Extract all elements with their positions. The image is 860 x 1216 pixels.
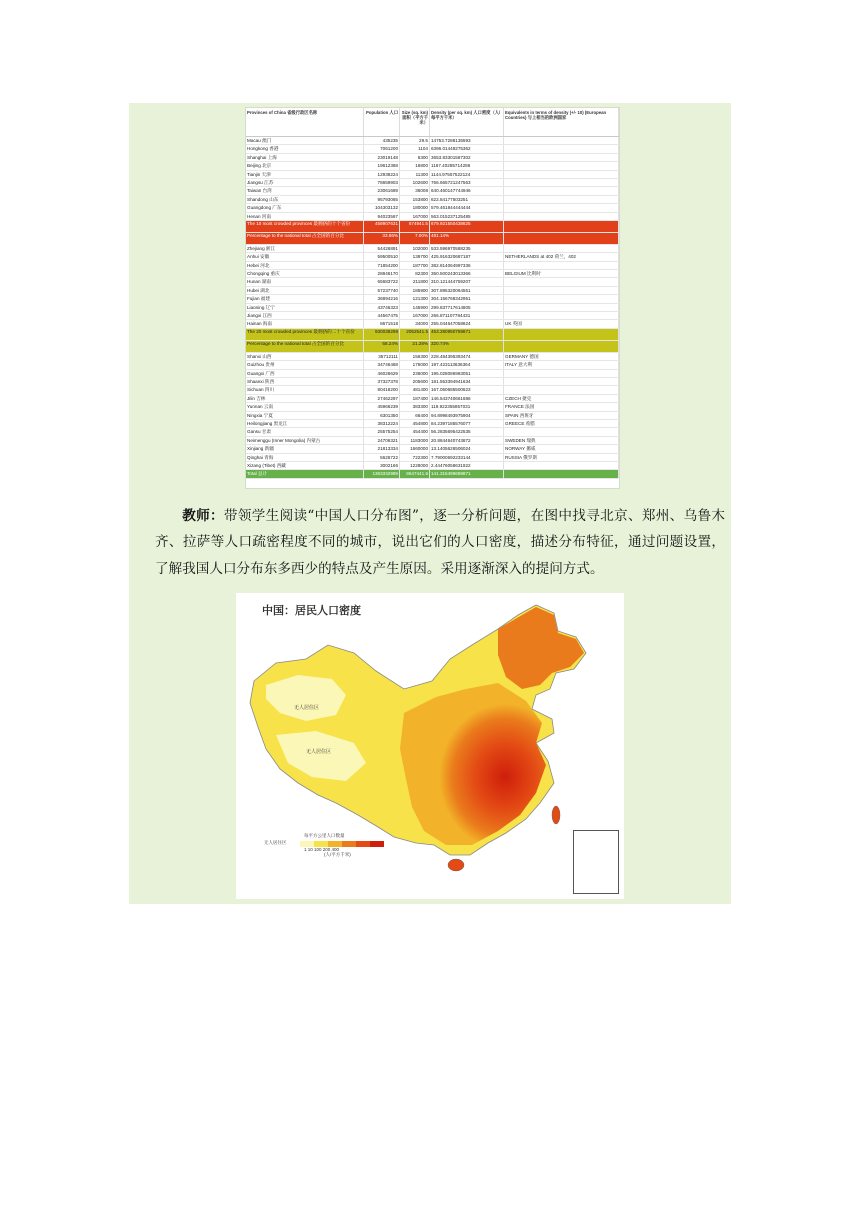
cell-equivalent [504, 428, 619, 435]
cell-density: 181.553394941634 [430, 378, 504, 385]
cell-equivalent [504, 278, 619, 285]
cell-population: 458907631 [364, 221, 400, 232]
cell-population: 36894216 [364, 295, 400, 302]
cell-population: 7061200 [364, 145, 400, 152]
cell-size: 187700 [400, 262, 430, 269]
cell-size: 1660000 [400, 445, 430, 452]
cell-density: 146.543740661686 [430, 395, 504, 402]
cell-population: 71854200 [364, 262, 400, 269]
header-province: Provinces of China 省级行政区名称 [246, 108, 364, 136]
cell-density: 2.44476058631922 [430, 462, 504, 469]
cell-province: Tianjin 天津 [246, 171, 364, 178]
table-row [246, 262, 619, 270]
cell-equivalent [504, 370, 619, 377]
table-row [246, 420, 619, 428]
cell-population: 5626722 [364, 454, 400, 461]
cell-size: 7.00% [400, 233, 430, 244]
cell-size: 102600 [400, 179, 430, 186]
cell-density: 382.814064997336 [430, 262, 504, 269]
cell-population: 930038298 [364, 329, 400, 340]
cell-equivalent: SWEDEN 瑞典 [504, 437, 619, 444]
cell-size: 36008 [400, 187, 430, 194]
table-header [246, 108, 619, 137]
cell-equivalent [504, 287, 619, 294]
cell-size: 180000 [400, 204, 430, 211]
cell-size: 211800 [400, 278, 430, 285]
cell-province: Yunnan 云南 [246, 403, 364, 410]
cell-province: Jiangxi 江西 [246, 312, 364, 319]
table-row [246, 295, 619, 303]
cell-equivalent [504, 470, 619, 477]
cell-size: 2052541.5 [400, 329, 430, 340]
cell-size: 722300 [400, 454, 430, 461]
teacher-paragraph [155, 503, 725, 583]
cell-size: 187400 [400, 395, 430, 402]
table-row [246, 428, 619, 436]
cell-province: The 10 most crowded provinces 最拥挤的十个省份 [246, 221, 364, 232]
cell-size: 674941.5 [400, 221, 430, 232]
cell-equivalent: RUSSIA 俄罗斯 [504, 454, 619, 461]
cell-equivalent: GREECE 希腊 [504, 420, 619, 427]
cell-size: 153800 [400, 196, 430, 203]
cell-size: 236000 [400, 370, 430, 377]
table-row [246, 145, 619, 153]
legend-swatch [342, 841, 356, 847]
table-row [246, 341, 619, 353]
hainan-island [448, 859, 464, 871]
cell-size: 167000 [400, 312, 430, 319]
label-uninhabited-2: 无人居住区 [306, 749, 332, 755]
cell-density: 563.015237125485 [430, 213, 504, 220]
cell-population: 35712111 [364, 353, 400, 360]
cell-equivalent [504, 378, 619, 385]
cell-population: 57237740 [364, 287, 400, 294]
cell-density: 320.74% [430, 341, 504, 352]
cell-density: 679.921550438625 [430, 221, 504, 232]
cell-equivalent [504, 204, 619, 211]
cell-size: 454400 [400, 428, 430, 435]
cell-equivalent [504, 187, 619, 194]
cell-equivalent [504, 329, 619, 340]
cell-population: 6301350 [364, 412, 400, 419]
label-uninhabited-1: 无人居住区 [294, 705, 320, 711]
table-row [246, 179, 619, 187]
cell-province: Total 总计 [246, 470, 364, 477]
table-row [246, 187, 619, 195]
cell-population: 8671518 [364, 320, 400, 327]
cell-province: Hainan 海南 [246, 320, 364, 327]
china-population-density-map [236, 593, 624, 899]
table-row [246, 196, 619, 204]
cell-density: 310.121444759207 [430, 278, 504, 285]
table-row [246, 353, 619, 361]
cell-size: 11300 [400, 171, 430, 178]
header-size: Size (sq. km) 面积（平方千米） [400, 108, 430, 136]
cell-equivalent [504, 213, 619, 220]
cell-equivalent: NETHERLANDS at 402 荷兰，402 [504, 253, 619, 260]
table-body [246, 137, 619, 479]
cell-province: Shandong 山东 [246, 196, 364, 203]
cell-population: 44567475 [364, 312, 400, 319]
cell-equivalent [504, 221, 619, 232]
map-legend [264, 833, 384, 858]
cell-province: Zhejiang 浙江 [246, 245, 364, 252]
cell-size: 1228000 [400, 462, 430, 469]
cell-size: 29.5 [400, 137, 430, 144]
cell-province: Guangdong 广东 [246, 204, 364, 211]
cell-province: Percentage to the national total 占全国的百分比 [246, 233, 364, 244]
cell-population: 65683722 [364, 278, 400, 285]
cell-province: Shaanxi 陕西 [246, 378, 364, 385]
cell-province: Shanghai 上海 [246, 154, 364, 161]
cell-province: Qinghai 青海 [246, 454, 364, 461]
cell-equivalent: ITALY 意大利 [504, 361, 619, 368]
table-row [246, 171, 619, 179]
cell-density: 14753.7288135593 [430, 137, 504, 144]
table-row [246, 304, 619, 312]
table-row [246, 470, 619, 478]
cell-density: 266.871107784431 [430, 312, 504, 319]
table-row [246, 204, 619, 212]
cell-density: 1144.97557522124 [430, 171, 504, 178]
cell-province: Guizhou 贵州 [246, 361, 364, 368]
table-row [246, 445, 619, 453]
cell-equivalent [504, 171, 619, 178]
south-china-sea-inset [573, 830, 619, 894]
cell-size: 176000 [400, 361, 430, 368]
table-row [246, 378, 619, 386]
cell-size: 9647441.5 [400, 470, 430, 477]
cell-province: Hebei 河北 [246, 262, 364, 269]
cell-population: 24706321 [364, 437, 400, 444]
cell-density: 1167.40285714286 [430, 162, 504, 169]
cell-equivalent: FRANCE 法国 [504, 403, 619, 410]
table-row [246, 162, 619, 170]
cell-province: Jiangsu 江苏 [246, 179, 364, 186]
taiwan-island [552, 806, 560, 824]
cell-province: Henan 河南 [246, 213, 364, 220]
table-row [246, 221, 619, 233]
speaker-label: 教师： [182, 507, 224, 524]
cell-province: Jilin 吉林 [246, 395, 364, 402]
cell-population: 54426891 [364, 245, 400, 252]
legend-swatch [356, 841, 370, 847]
cell-equivalent [504, 179, 619, 186]
cell-size: 102000 [400, 245, 430, 252]
cell-equivalent: BELGIUM 比利时 [504, 270, 619, 277]
table-row [246, 213, 619, 221]
table-row [246, 329, 619, 341]
table-row [246, 412, 619, 420]
cell-size: 383300 [400, 403, 430, 410]
cell-density: 255.044647058824 [430, 320, 504, 327]
cell-province: Heilongjiang 黑龙江 [246, 420, 364, 427]
cell-province: Neimenggu (Inner Mongolia) 内蒙古 [246, 437, 364, 444]
legend-title: 每平方公里人口数量 [304, 833, 345, 838]
cell-population: 23019148 [364, 154, 400, 161]
cell-density: 299.837717614805 [430, 304, 504, 311]
cell-population: 27462297 [364, 395, 400, 402]
map-title: 中国：居民人口密度 [262, 604, 361, 617]
table-row [246, 312, 619, 320]
cell-province: Percentage to the national total 占全国的百分比 [246, 341, 364, 352]
cell-equivalent [504, 262, 619, 269]
legend-ticks: 1 10 100 200 400 [304, 847, 340, 852]
cell-density: 579.461844444444 [430, 204, 504, 211]
table-row [246, 395, 619, 403]
header-density: Density (per sq. km) 人口密度（人/每平方千米） [430, 108, 504, 136]
cell-population: 1363332989 [364, 470, 400, 477]
cell-province: Hongkong 香港 [246, 145, 364, 152]
cell-population: 80418200 [364, 386, 400, 393]
cell-density: 167.050685500623 [430, 386, 504, 393]
cell-equivalent [504, 233, 619, 244]
cell-province: Hubei 湖北 [246, 287, 364, 294]
population-density-table [245, 107, 620, 489]
cell-density: 119.922355857031 [430, 403, 504, 410]
cell-equivalent: SPAIN 西班牙 [504, 412, 619, 419]
table-row [246, 253, 619, 261]
table-row [246, 320, 619, 328]
cell-population: 45966239 [364, 403, 400, 410]
table-row [246, 245, 619, 253]
cell-province: Gansu 甘肃 [246, 428, 364, 435]
cell-province: Liaoning 辽宁 [246, 304, 364, 311]
cell-size: 145900 [400, 304, 430, 311]
cell-density: 56.2835695422535 [430, 428, 504, 435]
content-panel [129, 103, 731, 904]
cell-province: Shanxi 山西 [246, 353, 364, 360]
cell-equivalent [504, 295, 619, 302]
cell-density: 141.315499689871 [430, 470, 504, 477]
cell-size: 66400 [400, 412, 430, 419]
cell-population: 435235 [364, 137, 400, 144]
cell-size: 1104 [400, 145, 430, 152]
cell-equivalent: NORWAY 挪威 [504, 445, 619, 452]
cell-size: 121300 [400, 295, 430, 302]
cell-size: 16800 [400, 162, 430, 169]
cell-population: 95793065 [364, 196, 400, 203]
cell-province: Sichuan 四川 [246, 386, 364, 393]
cell-population: 59500510 [364, 253, 400, 260]
cell-equivalent [504, 145, 619, 152]
cell-density: 453.280950759871 [430, 329, 504, 340]
cell-density: 84.2397185576077 [430, 420, 504, 427]
cell-size: 82300 [400, 270, 430, 277]
cell-size: 156300 [400, 353, 430, 360]
cell-size: 139700 [400, 253, 430, 260]
table-row [246, 361, 619, 369]
cell-equivalent: UK 英国 [504, 320, 619, 327]
cell-size: 21.28% [400, 341, 430, 352]
cell-province: Ningxia 宁夏 [246, 412, 364, 419]
legend-swatch [370, 841, 384, 847]
cell-province: Beijing 北京 [246, 162, 364, 169]
table-row [246, 137, 619, 145]
cell-province: Taiwan 台湾 [246, 187, 364, 194]
cell-population: 23061689 [364, 187, 400, 194]
table-row [246, 403, 619, 411]
table-row [246, 233, 619, 245]
paragraph-text: 带领学生阅读“中国人口分布图”，逐一分析问题，在图中找寻北京、郑州、乌鲁木齐、拉萨等人口疏密程度不同的城市，说出它们的人口密度，描述分布特征，通过问题设置，了解我国人口分布东多西少的特点及产生原因。采用逐渐深入的提问方式。 [155, 507, 725, 577]
cell-population: 104303132 [364, 204, 400, 211]
cell-density: 6396.01449275362 [430, 145, 504, 152]
cell-province: Chongqing 重庆 [246, 270, 364, 277]
table-row [246, 270, 619, 278]
cell-population: 19612368 [364, 162, 400, 169]
cell-population: 38312224 [364, 420, 400, 427]
cell-density: 197.423113636364 [430, 361, 504, 368]
cell-population: 28846170 [364, 270, 400, 277]
cell-population: 21813334 [364, 445, 400, 452]
cell-population: 46026629 [364, 370, 400, 377]
cell-province: Hunan 湖南 [246, 278, 364, 285]
table-row [246, 154, 619, 162]
cell-equivalent [504, 386, 619, 393]
cell-equivalent [504, 341, 619, 352]
cell-population: 3002166 [364, 462, 400, 469]
cell-size: 6300 [400, 154, 430, 161]
header-equivalents: Equivalents in terms of density (+/- 10) (European Countries) 与上相当的欧洲国家 [504, 108, 619, 136]
cell-province: The 20 most crowded provinces 最拥挤的二十个省份 [246, 329, 364, 340]
cell-equivalent [504, 137, 619, 144]
cell-population: 43746323 [364, 304, 400, 311]
cell-equivalent: CZECH 捷克 [504, 395, 619, 402]
table-row [246, 437, 619, 445]
cell-density: 533.596970588235 [430, 245, 504, 252]
cell-equivalent [504, 196, 619, 203]
cell-province: Xizang (Tibet) 西藏 [246, 462, 364, 469]
cell-density: 307.895320064551 [430, 287, 504, 294]
cell-density: 425.916320687187 [430, 253, 504, 260]
cell-size: 454800 [400, 420, 430, 427]
cell-density: 228.484395393474 [430, 353, 504, 360]
cell-population: 34746468 [364, 361, 400, 368]
cell-density: 622.84177503251 [430, 196, 504, 203]
cell-size: 481400 [400, 386, 430, 393]
cell-density: 3653.83301587302 [430, 154, 504, 161]
cell-size: 185900 [400, 287, 430, 294]
cell-equivalent: GERMANY 德国 [504, 353, 619, 360]
cell-density: 640.460147744946 [430, 187, 504, 194]
cell-density: 7.79000692233144 [430, 454, 504, 461]
cell-population: 25575254 [364, 428, 400, 435]
cell-density: 94.8998493975904 [430, 412, 504, 419]
cell-population: 33.86% [364, 233, 400, 244]
cell-equivalent [504, 162, 619, 169]
northeast-region [498, 607, 584, 689]
cell-density: 350.500243013366 [430, 270, 504, 277]
cell-density: 195.028086983051 [430, 370, 504, 377]
legend-uninhabited: 无人居住区 [264, 840, 287, 845]
cell-density: 766.665721247563 [430, 179, 504, 186]
cell-equivalent [504, 462, 619, 469]
cell-size: 34000 [400, 320, 430, 327]
cell-equivalent [504, 304, 619, 311]
cell-density: 13.1405626506024 [430, 445, 504, 452]
header-population: Population 人口 [364, 108, 400, 136]
cell-province: Xinjiang 新疆 [246, 445, 364, 452]
cell-size: 167000 [400, 213, 430, 220]
cell-population: 78659903 [364, 179, 400, 186]
cell-size: 205600 [400, 378, 430, 385]
cell-density: 20.8844640743872 [430, 437, 504, 444]
cell-equivalent [504, 245, 619, 252]
cell-province: Fujian 福建 [246, 295, 364, 302]
table-row [246, 278, 619, 286]
table-row [246, 386, 619, 394]
cell-population: 37327378 [364, 378, 400, 385]
cell-province: Anhui 安徽 [246, 253, 364, 260]
legend-unit: (人/平方千米) [324, 852, 351, 857]
cell-population: 94023567 [364, 213, 400, 220]
table-row [246, 370, 619, 378]
cell-province: Macau 澳门 [246, 137, 364, 144]
cell-density: 304.156768342951 [430, 295, 504, 302]
cell-province: Guangxi 广西 [246, 370, 364, 377]
table-row [246, 287, 619, 295]
cell-equivalent [504, 312, 619, 319]
cell-population: 68.24% [364, 341, 400, 352]
cell-equivalent [504, 154, 619, 161]
table-row [246, 462, 619, 470]
cell-population: 12938224 [364, 171, 400, 178]
table-row [246, 454, 619, 462]
cell-density: 481.14% [430, 233, 504, 244]
cell-size: 1183000 [400, 437, 430, 444]
